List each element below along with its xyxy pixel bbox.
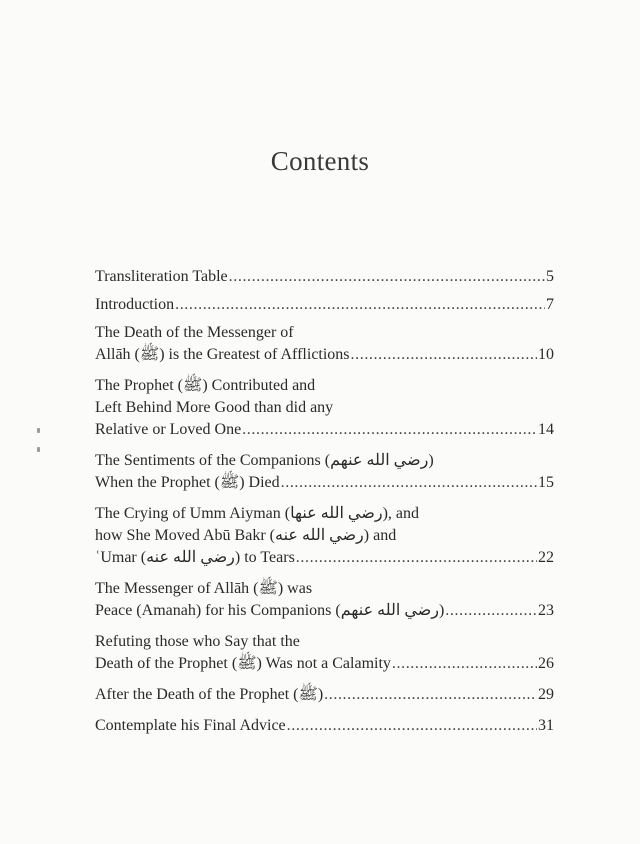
toc-entry[interactable] xyxy=(95,503,554,569)
toc-entry-title-line: Death of the Prophet (ﷺ) Was not a Calamity xyxy=(95,655,391,672)
toc-line xyxy=(95,472,554,494)
margin-mark xyxy=(37,447,40,452)
toc-entry-title-line: Relative or Loved One xyxy=(95,421,242,438)
toc-page-number: 22 xyxy=(538,549,554,566)
leader-dots xyxy=(351,344,537,366)
toc-entry[interactable] xyxy=(95,294,554,316)
toc-line xyxy=(95,419,554,441)
toc-entry-title-line: Peace (Amanah) for his Companions (رضي الله عنهم) xyxy=(95,602,445,619)
toc-entry-title-line: The Death of the Messenger of xyxy=(95,324,294,341)
toc-line xyxy=(95,294,554,316)
toc-line xyxy=(95,600,554,622)
toc-entry-title: After the Death of the Prophet (ﷺ) xyxy=(95,686,324,703)
toc-entry-title-line: The Crying of Umm Aiyman (رضي الله عنها), and xyxy=(95,505,419,522)
toc-line xyxy=(95,653,554,675)
toc-entry-title-line: Refuting those who Say that the xyxy=(95,633,300,650)
leader-dots xyxy=(296,547,537,569)
leader-dots xyxy=(324,684,537,706)
toc-entry-title: Introduction xyxy=(95,296,175,313)
toc-entry-title-line: The Messenger of Allāh (ﷺ) was xyxy=(95,580,313,597)
toc-entry-title-line: Allāh (ﷺ) is the Greatest of Afflictions xyxy=(95,346,350,363)
toc-entry[interactable] xyxy=(95,450,554,494)
toc-page-number: 15 xyxy=(538,474,554,491)
toc-page-number: 5 xyxy=(546,268,554,285)
toc-entry[interactable] xyxy=(95,322,554,366)
toc-entry-title-line: The Prophet (ﷺ) Contributed and xyxy=(95,377,316,394)
leader-dots xyxy=(287,715,537,737)
toc-entry-title-line: Left Behind More Good than did any xyxy=(95,399,334,416)
toc-page-number: 7 xyxy=(546,296,554,313)
toc-entry-title: Contemplate his Final Advice xyxy=(95,717,286,734)
toc-entry-title-line: ʿUmar (رضي الله عنه) to Tears xyxy=(95,549,295,566)
toc-page-number: 14 xyxy=(538,421,554,438)
toc-page-number: 10 xyxy=(538,346,554,363)
toc-entry[interactable] xyxy=(95,684,554,706)
toc-line xyxy=(95,266,554,288)
toc-entry-title: Transliteration Table xyxy=(95,268,228,285)
leader-dots xyxy=(392,653,537,675)
toc-entry[interactable] xyxy=(95,578,554,622)
toc-entry[interactable] xyxy=(95,266,554,288)
toc-page-number: 29 xyxy=(538,686,554,703)
toc-line xyxy=(95,547,554,569)
toc-page-number: 23 xyxy=(538,602,554,619)
leader-dots xyxy=(229,266,545,288)
leader-dots xyxy=(242,419,537,441)
margin-mark xyxy=(37,428,40,433)
toc-page-number: 26 xyxy=(538,655,554,672)
toc-entry-title-line: how She Moved Abū Bakr (رضي الله عنه) and xyxy=(95,527,397,544)
toc-line xyxy=(95,344,554,366)
toc-page-number: 31 xyxy=(538,717,554,734)
toc-entry-title-line: The Sentiments of the Companions (رضي الله عنهم) xyxy=(95,452,434,469)
leader-dots xyxy=(175,294,545,316)
toc-line xyxy=(95,684,554,706)
toc-line xyxy=(95,715,554,737)
table-of-contents xyxy=(95,266,554,746)
leader-dots xyxy=(281,472,537,494)
toc-entry[interactable] xyxy=(95,715,554,737)
toc-entry[interactable] xyxy=(95,631,554,675)
toc-entry-title-line: When the Prophet (ﷺ) Died xyxy=(95,474,280,491)
toc-entry[interactable] xyxy=(95,375,554,441)
leader-dots xyxy=(445,600,537,622)
page-title: Contents xyxy=(270,146,370,176)
